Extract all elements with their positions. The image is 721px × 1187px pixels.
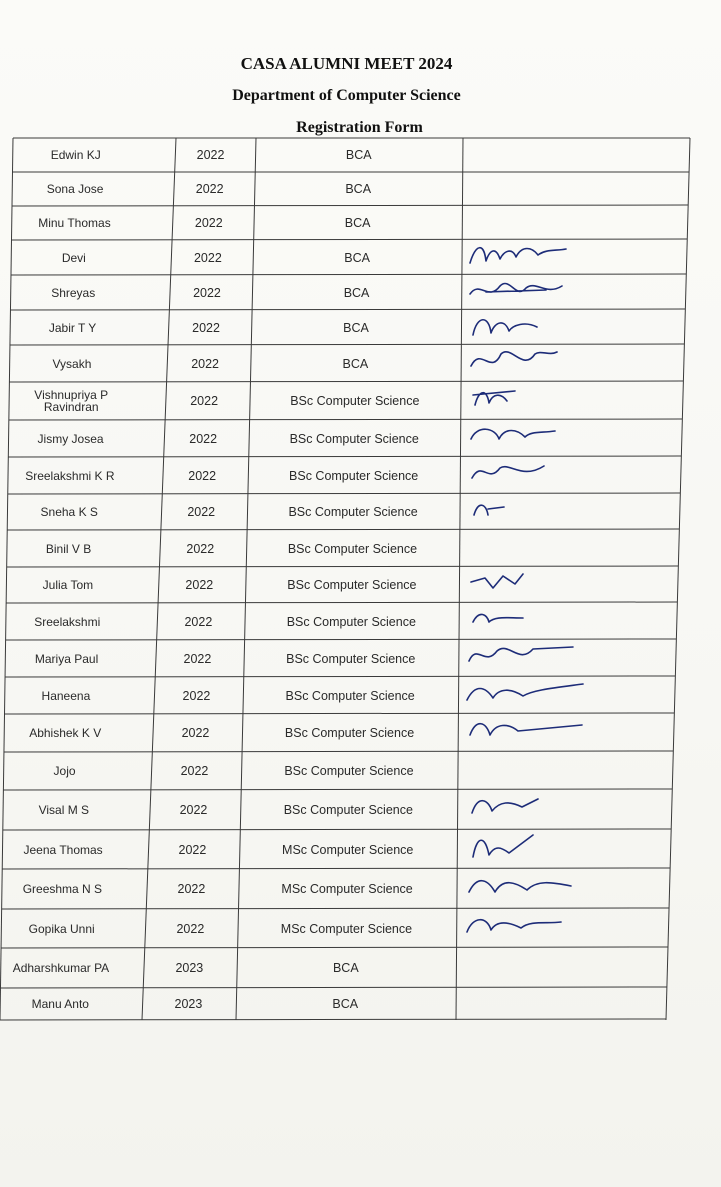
alumni-name: Vishnupriya P Ravindran [34, 388, 109, 414]
signature [464, 495, 594, 529]
graduation-year: 2022 [182, 688, 211, 703]
course-name: BSc Computer Science [288, 505, 418, 519]
course-name: BSc Computer Science [286, 614, 416, 629]
row-divider [3, 789, 672, 790]
signature [461, 831, 591, 865]
alumni-name: Sneha K S [40, 505, 98, 519]
course-name: BSc Computer Science [290, 394, 420, 408]
graduation-year: 2022 [196, 148, 225, 162]
alumni-name: Sreelakshmi [34, 614, 101, 629]
course-name: BCA [345, 182, 372, 196]
alumni-name: Manu Anto [31, 997, 89, 1011]
course-name: BCA [344, 250, 370, 265]
course-name: BSc Computer Science [286, 651, 416, 666]
graduation-year: 2023 [175, 961, 204, 975]
course-name: BSc Computer Science [285, 688, 415, 703]
column-divider [666, 138, 690, 1020]
graduation-year: 2022 [178, 842, 207, 857]
alumni-name: Haneena [41, 688, 91, 703]
row-divider [12, 205, 688, 206]
alumni-name: Binil V B [45, 541, 92, 556]
course-name: BSc Computer Science [287, 578, 417, 592]
graduation-year: 2022 [187, 505, 216, 519]
course-name: BSc Computer Science [289, 431, 419, 446]
alumni-name: Minu Thomas [38, 216, 111, 230]
row-divider [2, 868, 670, 869]
signature [462, 715, 592, 749]
row-divider [9, 419, 682, 420]
row-divider [3, 829, 671, 830]
alumni-name: Adharshkumar PA [12, 961, 110, 975]
row-divider [9, 381, 683, 382]
course-name: BSc Computer Science [283, 803, 413, 817]
course-name: BCA [332, 961, 359, 975]
alumni-name: Visal M S [38, 803, 90, 817]
course-name: BSc Computer Science [284, 726, 415, 740]
signature [463, 604, 593, 638]
alumni-name: Abhishek K V [29, 726, 102, 740]
row-divider [7, 529, 679, 530]
department-title: Department of Computer Science [232, 87, 461, 104]
course-name: BCA [345, 148, 372, 162]
row-divider [4, 751, 673, 752]
graduation-year: 2022 [195, 182, 224, 196]
graduation-year: 2022 [183, 651, 212, 666]
row-divider [11, 239, 687, 240]
row-divider [5, 676, 675, 677]
graduation-year: 2022 [188, 468, 217, 483]
course-name: BSc Computer Science [284, 764, 414, 778]
course-name: MSc Computer Science [280, 921, 413, 936]
graduation-year: 2022 [189, 431, 218, 446]
graduation-year: 2022 [186, 541, 215, 556]
course-name: BSc Computer Science [289, 468, 419, 483]
row-divider [5, 713, 675, 714]
alumni-name: Jabir T Y [48, 320, 97, 335]
course-name: MSc Computer Science [282, 842, 414, 857]
form-subtitle: Registration Form [296, 119, 423, 136]
row-divider [0, 987, 666, 988]
graduation-year: 2022 [180, 764, 209, 778]
alumni-name: Jismy Josea [37, 431, 104, 446]
row-divider [2, 908, 669, 909]
graduation-year: 2022 [192, 320, 220, 335]
signature [466, 276, 596, 310]
row-divider [1, 947, 668, 948]
signature [462, 791, 592, 825]
graduation-year: 2022 [176, 921, 205, 936]
graduation-year: 2022 [193, 285, 221, 300]
graduation-year: 2022 [193, 250, 222, 265]
course-name: BCA [344, 216, 371, 230]
form-title: CASA ALUMNI MEET 2024 [240, 54, 453, 73]
graduation-year: 2022 [179, 803, 208, 817]
alumni-name: Sona Jose [46, 182, 104, 196]
row-divider [6, 639, 677, 640]
graduation-year: 2022 [184, 614, 213, 629]
signature [465, 421, 595, 455]
signature [463, 678, 593, 712]
row-divider [8, 493, 681, 494]
signature [465, 346, 595, 380]
alumni-name: Shreyas [51, 285, 96, 300]
row-divider [8, 456, 681, 457]
course-name: BCA [343, 320, 369, 335]
alumni-name: Sreelakshmi K R [25, 468, 115, 483]
signature [465, 311, 595, 345]
alumni-name: Jeena Thomas [23, 842, 103, 857]
signature [461, 870, 591, 904]
course-name: MSc Computer Science [281, 882, 413, 896]
signature [463, 641, 593, 675]
alumni-name: Edwin KJ [50, 148, 101, 162]
graduation-year: 2023 [174, 997, 203, 1011]
graduation-year: 2022 [177, 882, 206, 896]
row-divider [0, 1019, 666, 1020]
alumni-name: Mariya Paul [34, 651, 99, 666]
signature [465, 383, 595, 417]
alumni-name: Greeshma N S [22, 882, 103, 896]
graduation-year: 2022 [191, 356, 220, 371]
graduation-year: 2022 [194, 216, 223, 230]
graduation-year: 2022 [185, 578, 214, 592]
course-name: BCA [343, 285, 370, 300]
row-divider [6, 602, 677, 603]
signature [466, 241, 596, 275]
alumni-name: Vysakh [52, 356, 92, 371]
signature [463, 568, 593, 602]
signature [464, 458, 594, 492]
graduation-year: 2022 [181, 726, 210, 740]
course-name: BCA [332, 997, 359, 1011]
course-name: BCA [342, 356, 369, 371]
alumni-name: Julia Tom [42, 578, 94, 592]
row-divider [7, 566, 679, 567]
signature [461, 910, 591, 944]
alumni-name: Jojo [53, 764, 76, 778]
course-name: BSc Computer Science [287, 541, 418, 556]
graduation-year: 2022 [190, 394, 219, 408]
alumni-name: Gopika Unni [28, 921, 95, 936]
alumni-name: Devi [61, 250, 86, 265]
